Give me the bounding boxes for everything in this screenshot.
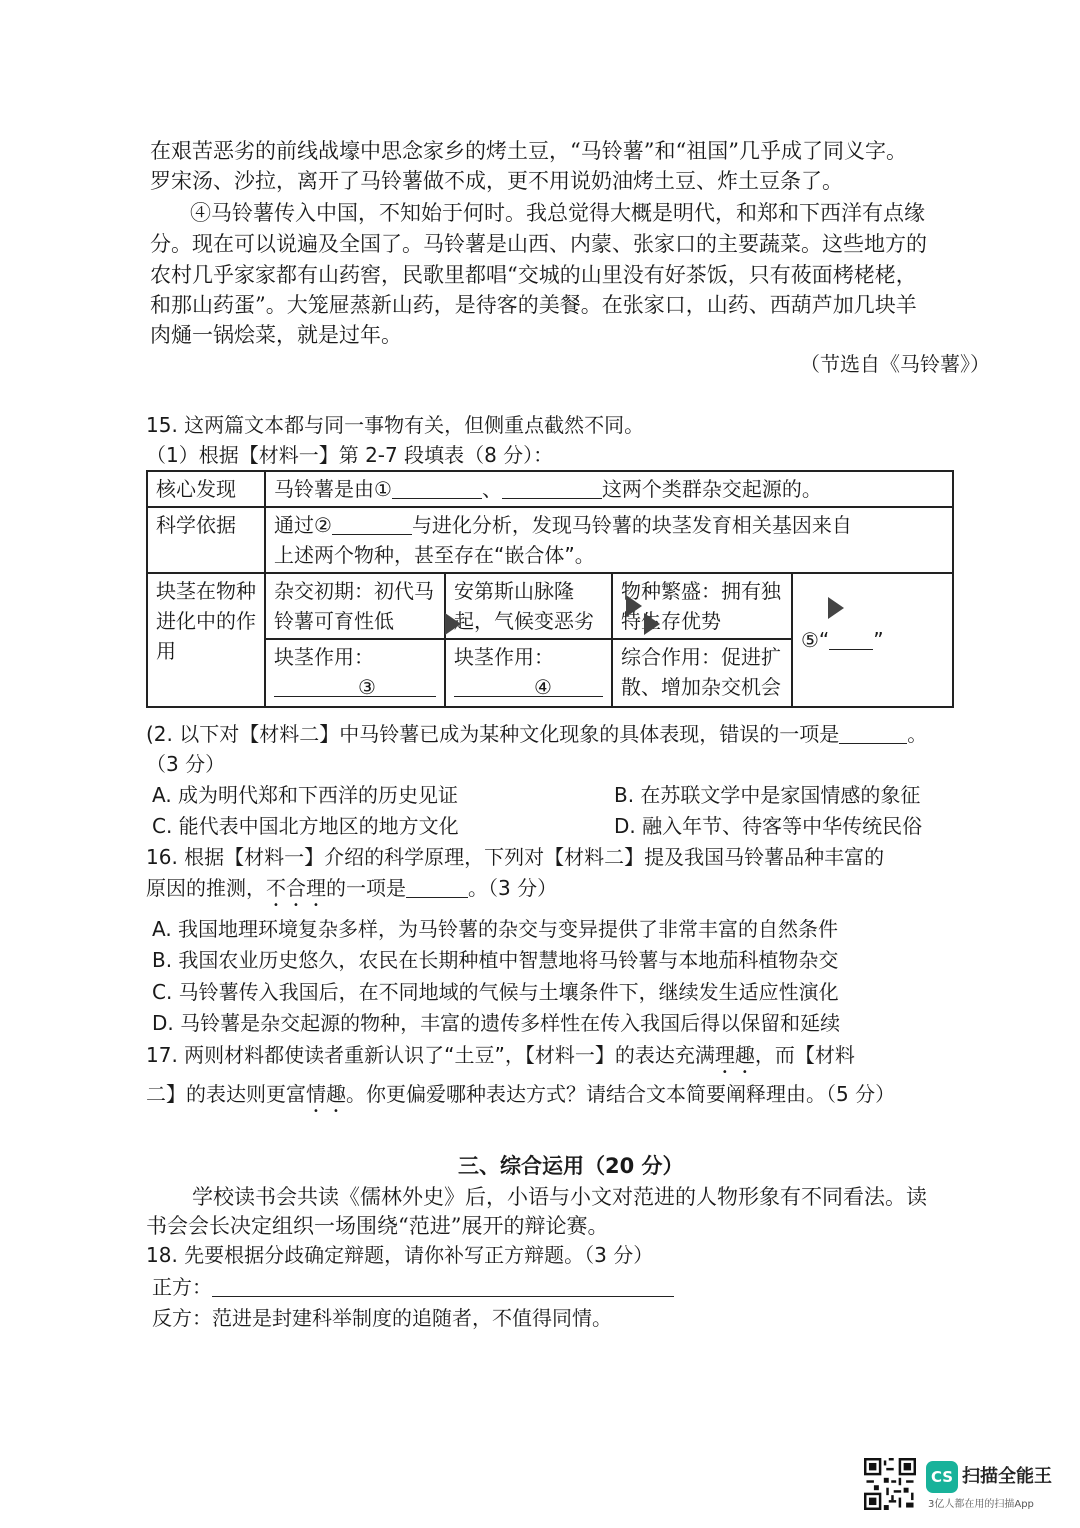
q15-sub1: （1）根据【材料一】第 2-7 段填表（8 分）： bbox=[146, 443, 554, 467]
q16-emphasis: 不合理 bbox=[266, 876, 326, 900]
q17-l1-b: ，而【材料 bbox=[754, 1043, 855, 1067]
q17-l2-b: 。你更偏爱哪种表达方式？请结合文本简要阐释理由。（5 分） bbox=[346, 1082, 896, 1106]
passage-line-3: ④马铃薯传入中国，不知始于何时。我总觉得大概是明代，和郑和下西洋有点缘 bbox=[190, 201, 925, 225]
stage-4-close: ” bbox=[873, 628, 884, 652]
passage-line-1: 在艰苦恶劣的前线战壕中思念家乡的烤土豆，“马铃薯”和“祖国”几乎成了同义字。 bbox=[150, 139, 907, 163]
core-finding-a: 马铃薯是由① bbox=[274, 477, 392, 501]
passage-line-5: 农村几乎家家都有山药窖，民歌里都唱“交城的山里没有好茶饭，只有莜面栲栳栳， bbox=[150, 263, 917, 287]
q17-l2-a: 二】的表达则更富 bbox=[146, 1082, 306, 1106]
blank-2[interactable] bbox=[332, 512, 412, 535]
q15-sub2 bbox=[146, 719, 927, 749]
q18-pro-label: 正方： bbox=[152, 1275, 212, 1299]
stage-2-num: ④ bbox=[534, 675, 552, 699]
q15-sub2-end: 。 bbox=[907, 722, 928, 746]
qr-code-icon bbox=[864, 1458, 916, 1510]
core-finding-c: 这两个类群杂交起源的。 bbox=[601, 477, 822, 501]
row-label-role: 块茎在物种进化中的作用 bbox=[147, 573, 265, 707]
row-label-basis: 科学依据 bbox=[147, 507, 265, 573]
q17-emph-1: 理趣 bbox=[714, 1043, 755, 1067]
basis-a: 通过② bbox=[274, 513, 332, 537]
pro-answer-blank[interactable] bbox=[212, 1274, 674, 1297]
q16-option-a: A. 我国地理环境复杂多样，为马铃薯的杂交与变异提供了非常丰富的自然条件 bbox=[152, 917, 839, 941]
arrow-right-icon bbox=[626, 595, 642, 617]
q17-emph-2: 情趣 bbox=[306, 1082, 346, 1106]
blank-1a[interactable] bbox=[392, 476, 482, 499]
basis-c: 上述两个物种，甚至存在“嵌合体”。 bbox=[274, 543, 595, 567]
q15-sub2-text: (2. 以下对【材料二】中马铃薯已成为某种文化现象的具体表现，错误的一项是 bbox=[146, 722, 840, 746]
stage-1 bbox=[265, 573, 445, 707]
scanner-tagline: 3亿人都在用的扫描App bbox=[928, 1499, 1034, 1510]
stage-1-num: ③ bbox=[358, 675, 376, 699]
row-label-core: 核心发现 bbox=[147, 471, 265, 507]
stage-2 bbox=[445, 573, 612, 707]
q16-stem-2a: 原因的推测， bbox=[146, 876, 266, 900]
stage-1-bot: 块茎作用： bbox=[274, 645, 374, 669]
q16-stem-2c: 。（3 分） bbox=[468, 876, 558, 900]
stage-3-top: 物种繁盛：拥有独特生存优势 bbox=[613, 574, 791, 640]
q15-table bbox=[146, 470, 954, 708]
stage-2-bot: 块茎作用： bbox=[454, 645, 554, 669]
q16-stem-2 bbox=[146, 873, 557, 911]
core-finding-sep: 、 bbox=[481, 477, 502, 501]
basis-b: 与进化分析，发现马铃薯的块茎发育相关基因来自 bbox=[411, 513, 852, 537]
q18-pro bbox=[152, 1272, 674, 1302]
blank-5[interactable] bbox=[829, 627, 873, 650]
q17-l1-a: 17. 两则材料都使读者重新认识了“土豆”，【材料一】的表达充满 bbox=[146, 1043, 715, 1067]
basis-cell bbox=[265, 507, 953, 573]
q17-line-1 bbox=[146, 1040, 855, 1078]
passage-line-4: 分。现在可以说遍及全国了。马铃薯是山西、内蒙、张家口的主要蔬菜。这些地方的 bbox=[150, 232, 927, 256]
passage-line-2: 罗宋汤、沙拉，离开了马铃薯做不成，更不用说奶油烤土豆、炸土豆条了。 bbox=[150, 169, 843, 193]
arrow-right-icon bbox=[828, 597, 844, 619]
q16-option-d: D. 马铃薯是杂交起源的物种，丰富的遗传多样性在传入我国后得以保留和延续 bbox=[152, 1011, 841, 1035]
stage-3-bot: 综合作用：促进扩散、增加杂交机会 bbox=[621, 645, 781, 699]
arrow-right-icon bbox=[445, 613, 461, 635]
stage-4 bbox=[792, 573, 953, 707]
q15-option-b: B. 在苏联文学中是家国情感的象征 bbox=[614, 783, 921, 807]
blank-4[interactable] bbox=[454, 696, 603, 697]
passage-line-7: 肉熥一锅烩菜，就是过年。 bbox=[150, 323, 402, 347]
passage-line-6: 和那山药蛋”。大笼屉蒸新山药，是待客的美餐。在张家口，山药、西葫芦加几块羊 bbox=[150, 293, 917, 317]
scanner-brand: 扫描全能王 bbox=[962, 1466, 1052, 1487]
core-finding-cell bbox=[265, 471, 953, 507]
q16-option-b: B. 我国农业历史悠久，农民在长期种植中智慧地将马铃薯与本地茄科植物杂交 bbox=[152, 948, 839, 972]
q15-option-d: D. 融入年节、待客等中华传统民俗 bbox=[614, 814, 923, 838]
camscanner-logo-icon: CS bbox=[926, 1461, 958, 1493]
q15-stem: 15. 这两篇文本都与同一事物有关，但侧重点截然不同。 bbox=[146, 413, 645, 437]
section-3-title: 三、综合运用（20 分） bbox=[458, 1154, 684, 1178]
q18-stem: 18. 先要根据分歧确定辩题，请你补写正方辩题。（3 分） bbox=[146, 1243, 654, 1267]
stage-1-top: 杂交初期：初代马铃薯可育性低 bbox=[266, 574, 444, 640]
blank-3[interactable] bbox=[274, 696, 436, 697]
q15-option-c: C. 能代表中国北方地区的地方文化 bbox=[152, 814, 459, 838]
blank-1b[interactable] bbox=[502, 476, 602, 499]
q18-con: 反方：范进是封建科举制度的追随者，不值得同情。 bbox=[152, 1306, 612, 1330]
q17-line-2 bbox=[146, 1079, 895, 1117]
stage-4-open: ⑤“ bbox=[801, 628, 830, 652]
section-3-intro-2: 书会会长决定组织一场围绕“范进”展开的辩论赛。 bbox=[146, 1214, 609, 1238]
section-3-intro-1: 学校读书会共读《儒林外史》后，小语与小文对范进的人物形象有不同看法。读 bbox=[192, 1185, 927, 1209]
q16-stem-2b: 的一项是 bbox=[326, 876, 406, 900]
passage-source: （节选自《马铃薯》） bbox=[800, 352, 990, 376]
blank-q16[interactable] bbox=[406, 875, 468, 898]
stage-3 bbox=[612, 573, 792, 707]
q15-option-a: A. 成为明代郑和下西洋的历史见证 bbox=[152, 783, 459, 807]
q16-stem-1: 16. 根据【材料一】介绍的科学原理，下列对【材料二】提及我国马铃薯品种丰富的 bbox=[146, 845, 885, 869]
stage-2-top: 安第斯山脉隆起，气候变恶劣 bbox=[446, 574, 611, 640]
arrow-right-icon bbox=[644, 613, 660, 635]
q15-sub2-score: （3 分） bbox=[146, 752, 226, 776]
q16-option-c: C. 马铃薯传入我国后，在不同地域的气候与土壤条件下，继续发生适应性演化 bbox=[152, 980, 839, 1004]
blank-q15-2[interactable] bbox=[839, 721, 907, 744]
